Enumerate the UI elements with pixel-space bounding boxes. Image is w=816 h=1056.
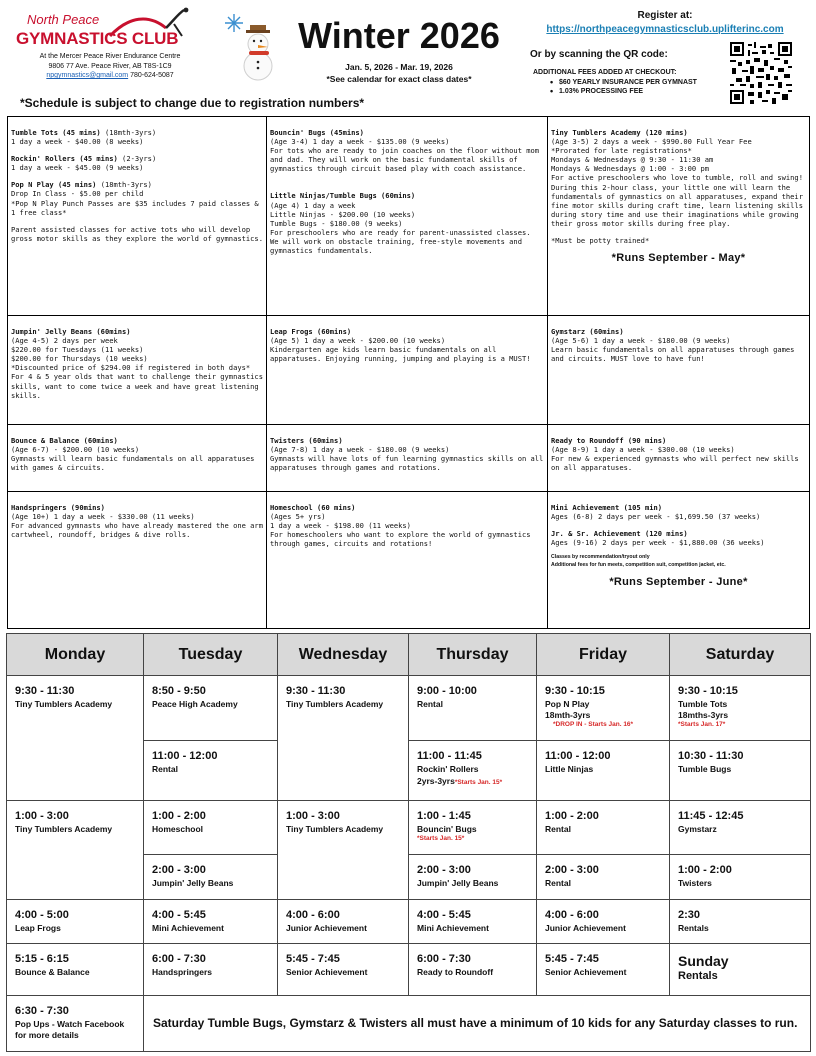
slot-note: *Starts Jan. 15*: [454, 779, 503, 786]
slot-time: 1:00 - 2:00: [678, 864, 732, 876]
class-cell: [8, 492, 267, 628]
slot-time: 1:00 - 3:00: [286, 810, 340, 822]
class-title: Rockin' Rollers (45 mins): [11, 154, 118, 164]
slot-class: Senior Achievement: [545, 967, 627, 977]
class-title: Mini Achievement (105 min): [551, 503, 663, 512]
class-title: Twisters (60mins): [270, 436, 343, 445]
slot-age: 18mths-3yrs: [678, 710, 729, 720]
schedule-header-row: [7, 634, 810, 676]
slot-class: Rental: [545, 824, 571, 834]
slot-time: 1:00 - 2:00: [545, 810, 599, 822]
slot-class: Tumble Tots: [678, 699, 728, 709]
slot-class: Pop N Play: [545, 699, 590, 709]
slot-class: Rockin' Rollers: [417, 764, 479, 774]
logo-text-main: GYMNASTICS CLUB: [16, 29, 179, 48]
class-row: [8, 424, 809, 491]
class-title: Little Ninjas/Tumble Bugs (60mins): [270, 191, 416, 201]
class-cell: [548, 316, 809, 424]
class-detail: $220.00 for Tuesdays (11 weeks): [11, 345, 144, 355]
slot-age: 18mth-3yrs: [545, 710, 591, 720]
schedule-slot: [7, 944, 144, 996]
schedule-slot: [537, 900, 670, 944]
address-line: 9806 77 Ave. Peace River, AB T8S-1C9: [48, 62, 172, 70]
class-title: Bouncin' Bugs (45mins): [270, 128, 364, 137]
class-detail: (Age 8-9) 1 day a week - $300.00 (10 weeks): [551, 445, 735, 455]
schedule-slot: [670, 801, 810, 855]
slot-time: 1:00 - 1:45: [417, 810, 471, 822]
slot-time: 8:50 - 9:50: [152, 685, 206, 697]
class-detail: 1 day a week - $40.00 (8 weeks): [11, 137, 144, 147]
class-detail: (Age 5) 1 day a week - $200.00 (10 weeks): [270, 336, 446, 346]
class-description: Learn basic fundamentals on all apparatuses through games and circuits. MUST love to have fun!: [551, 345, 795, 364]
schedule-slot: [537, 741, 670, 801]
class-detail: $200.00 for Thursdays (10 weeks): [11, 354, 148, 364]
schedule-slot: [409, 900, 537, 944]
class-detail: Ages (9-16) 2 days per week - $1,880.00 (36 weeks): [551, 538, 765, 548]
slot-class: Tiny Tumblers Academy: [286, 824, 384, 834]
flyer-header: [0, 0, 816, 115]
slot-time: 9:30 - 11:30: [15, 685, 75, 697]
slot-time: 9:30 - 10:15: [545, 685, 605, 697]
class-row: [8, 117, 809, 315]
class-title: Tiny Tumblers Academy (120 mins): [551, 128, 688, 137]
class-detail: Mondays & Wednesdays @ 1:00 - 3:00 pm: [551, 164, 710, 174]
class-title: Ready to Roundoff (90 mins): [551, 436, 667, 445]
class-description: For active preschoolers who love to tumble, roll and swing! During this 2-hour class, your little one will learn the fundamentals of gymnastics on all apparatuses, expand their fine motor skills during craft time, learn listening skills during story time and use their imaginations while growing their gross motor skills during free play.: [551, 173, 803, 228]
class-cell: [8, 425, 267, 491]
class-description: Gymnasts will learn basic fundamentals on all apparatuses with games & circuits.: [11, 454, 255, 473]
class-title: Gymstarz (60mins): [551, 327, 624, 336]
sunday-rentals: Rentals: [678, 970, 718, 982]
slot-class: Peace High Academy: [152, 699, 238, 709]
slot-time: 1:00 - 3:00: [15, 810, 69, 822]
class-detail: (Age 5-6) 1 day a week - $180.00 (9 weeks): [551, 336, 731, 346]
slot-time: 4:00 - 5:45: [152, 909, 206, 921]
register-label: Register at:: [637, 10, 693, 21]
slot-class: Bounce & Balance: [15, 967, 90, 977]
schedule-slot: [409, 944, 537, 996]
class-detail: (Ages 5+ yrs): [270, 512, 326, 522]
slot-time: 1:00 - 2:00: [152, 810, 206, 822]
class-cell: [8, 117, 267, 315]
class-footnote: Additional fees for fun meets, competition suit, competition jacket, etc.: [551, 562, 726, 569]
slot-time: 4:00 - 5:45: [417, 909, 471, 921]
slot-class: Tiny Tumblers Academy: [15, 824, 113, 834]
schedule-slot: [409, 741, 537, 801]
dates-note: *See calendar for exact class dates*: [326, 74, 472, 84]
class-descriptions-grid: [7, 116, 810, 629]
slot-time: 11:45 - 12:45: [678, 810, 744, 822]
day-header-monday: Monday: [7, 634, 144, 676]
fee-item: • $60 YEARLY INSURANCE PER GYMNAST: [533, 78, 721, 87]
slot-class: Senior Achievement: [286, 967, 368, 977]
address-line: At the Mercer Peace River Endurance Centre: [39, 53, 181, 60]
slot-class: Rental: [545, 878, 571, 888]
schedule-slot: [278, 900, 409, 944]
day-header-thursday: Thursday: [409, 634, 537, 676]
schedule-slot: [278, 801, 409, 900]
schedule-slot: [7, 801, 144, 900]
scan-label: Or by scanning the QR code:: [530, 49, 668, 60]
class-description: For new & experienced gymnasts who will perfect new skills on all apparatuses.: [551, 454, 799, 473]
session-dates: Jan. 5, 2026 - Mar. 19, 2026: [345, 62, 453, 72]
slot-time: 5:45 - 7:45: [545, 953, 599, 965]
class-age: (18mth-3yrs): [96, 180, 152, 190]
slot-class: Twisters: [678, 878, 712, 888]
schedule-slot: [7, 996, 144, 1051]
slot-class: Junior Achievement: [286, 923, 367, 933]
slot-class: Tumble Bugs: [678, 764, 732, 774]
class-detail: Drop In Class - $5.00 per child: [11, 189, 144, 199]
schedule-slot: [409, 801, 537, 855]
slot-class: Leap Frogs: [15, 923, 61, 933]
schedule-slot: [537, 944, 670, 996]
flyer-title: Winter 2026: [298, 15, 500, 56]
phone-number: 780-624-5087: [130, 72, 174, 79]
slot-class: Handspringers: [152, 967, 212, 977]
email-link[interactable]: npgymnastics@gmail.com: [46, 72, 129, 79]
day-header-tuesday: Tuesday: [144, 634, 278, 676]
runs-note: *Runs September - June*: [609, 576, 748, 589]
class-detail: (Age 6-7) - $200.00 (10 weeks): [11, 445, 140, 455]
slot-class: Jumpin' Jelly Beans: [417, 878, 499, 888]
class-cell: [267, 117, 548, 315]
class-description: Gymnasts will have lots of fun learning gymnastics skills on all apparatuses through games and rotations.: [270, 454, 544, 473]
class-detail: *Pop N Play Punch Passes are $35 includes 7 paid classes & 1 free class*: [11, 198, 259, 217]
class-age: (18mth-3yrs): [100, 128, 157, 137]
class-cell: [548, 492, 809, 628]
schedule-slot: [144, 900, 278, 944]
class-detail: Mondays & Wednesdays @ 9:30 - 11:30 am: [551, 155, 714, 165]
slot-class: Rentals: [678, 923, 709, 933]
class-detail: (Age 3-4) 1 day a week - $135.00 (9 weeks): [270, 137, 450, 147]
slot-time: 11:00 - 12:00: [152, 750, 218, 762]
schedule-slot: [409, 676, 537, 741]
slot-age-line: [417, 776, 528, 787]
class-title: Pop N Play (45 mins): [11, 180, 97, 190]
schedule-slot: [409, 855, 537, 900]
schedule-slot: [670, 855, 810, 900]
slot-time: 9:00 - 10:00: [417, 685, 477, 697]
class-description: For advanced gymnasts who have already mastered the one arm cartwheel, roundoff, bridges & dive rolls.: [11, 521, 263, 540]
class-title: Tumble Tots (45 mins): [11, 128, 101, 137]
class-cell: [267, 425, 548, 491]
schedule-slot-sunday: [670, 944, 810, 996]
weekly-schedule-table: [6, 633, 811, 1052]
class-title: Bounce & Balance (60mins): [11, 436, 118, 445]
slot-class: Gymstarz: [678, 824, 717, 834]
class-description: We will work on obstacle training, free-style movements and gymnastics fundamentals.: [270, 236, 522, 256]
class-age: (2-3yrs): [117, 154, 157, 164]
day-header-wednesday: Wednesday: [278, 634, 409, 676]
class-cell: [548, 425, 809, 491]
slot-class: Mini Achievement: [417, 923, 489, 933]
club-address: [10, 52, 210, 81]
slot-class: Rental: [417, 699, 443, 709]
schedule-slot: [278, 944, 409, 996]
class-title: Homeschool (60 mins): [270, 503, 356, 512]
class-detail: (Age 7-8) 1 day a week - $180.00 (9 weeks): [270, 445, 450, 455]
schedule-slot: [144, 944, 278, 996]
slot-note: *DROP IN - Starts Jan. 16*: [553, 721, 634, 728]
schedule-slot: [670, 676, 810, 741]
slot-time: 10:30 - 11:30: [678, 750, 744, 762]
class-detail: 1 day a week - $198.00 (11 weeks): [270, 521, 411, 531]
slot-note: *Starts Jan. 15*: [417, 835, 465, 842]
class-detail: 1 day a week - $45.00 (9 weeks): [11, 163, 144, 173]
logo-text-top: North Peace: [27, 12, 100, 27]
snowman-icon: [222, 10, 284, 84]
class-title: Jr. & Sr. Achievement (120 mins): [551, 529, 688, 539]
fee-item: • 1.03% PROCESSING FEE: [533, 87, 721, 96]
class-detail: *Prorated for late registrations*: [551, 146, 692, 156]
slot-time: 11:00 - 11:45: [417, 750, 482, 762]
slot-time: 2:00 - 3:00: [417, 864, 471, 876]
class-description: Parent assisted classes for active tots who will develop gross motor skills as they explore the world of gymnastics.: [11, 224, 263, 243]
slot-class: Pop Ups - Watch Facebook for more details: [15, 1019, 125, 1040]
class-title: Jumpin' Jelly Beans (60mins): [11, 327, 131, 336]
slot-time: 2:30: [678, 909, 701, 921]
schedule-slot: [278, 676, 409, 801]
day-header-saturday: Saturday: [705, 646, 775, 663]
class-row: [8, 315, 809, 424]
slot-class: Junior Achievement: [545, 923, 626, 933]
slot-time: 4:00 - 5:00: [15, 909, 69, 921]
slot-class: Ready to Roundoff: [417, 967, 494, 977]
schedule-slot: [670, 900, 810, 944]
class-cell: [267, 492, 548, 628]
slot-class: Homeschool: [152, 824, 204, 834]
slot-time: 11:00 - 12:00: [545, 750, 611, 762]
qr-code-icon[interactable]: [730, 42, 792, 104]
slot-time: 2:00 - 3:00: [545, 864, 599, 876]
slot-time: 4:00 - 6:00: [286, 909, 340, 921]
fees-title: ADDITIONAL FEES ADDED AT CHECKOUT:: [533, 69, 677, 76]
schedule-slot: [144, 801, 278, 855]
class-detail: Little Ninjas - $200.00 (10 weeks): [270, 209, 416, 219]
schedule-slot: [537, 801, 670, 855]
slot-class: Rental: [152, 764, 178, 774]
slot-time: 2:00 - 3:00: [152, 864, 206, 876]
schedule-slot: [144, 741, 278, 801]
class-description: Kindergarten age kids learn basic fundamentals on all apparatuses. Enjoying running, jumping and playing is a MUST!: [270, 345, 531, 364]
fees-block: [533, 68, 721, 96]
slot-class: Tiny Tumblers Academy: [15, 699, 113, 709]
class-cell: [548, 117, 809, 315]
schedule-slot: [670, 741, 810, 801]
schedule-slot: [537, 676, 670, 741]
slot-time: 9:30 - 10:15: [678, 685, 738, 697]
slot-time: 9:30 - 11:30: [286, 685, 346, 697]
class-detail: Tumble Bugs - $180.00 (9 weeks): [270, 218, 403, 228]
slot-time: 4:00 - 6:00: [545, 909, 599, 921]
slot-class: Little Ninjas: [545, 764, 594, 774]
register-link[interactable]: https://northpeacegymnasticsclub.uplifterinc.com: [546, 24, 784, 35]
class-detail: (Age 4-5) 2 days per week: [11, 336, 118, 346]
register-block: [520, 10, 810, 35]
class-title: Leap Frogs (60mins): [270, 327, 352, 336]
class-cell: [8, 316, 267, 424]
slot-age: 2yrs-3yrs: [417, 776, 455, 786]
class-description: For tots who are ready to join coaches on the floor without mom and dad. They will work on the basic fundamental skills of gymnastics through circuit based play with coach assistance.: [270, 146, 540, 174]
schedule-slot: [7, 900, 144, 944]
class-description: For homeschoolers who want to explore the world of gymnastics through games, circuits and rotations!: [270, 530, 531, 549]
slot-class: Jumpin' Jelly Beans: [152, 878, 234, 888]
class-detail: *Discounted price of $294.00 if registered in both days*: [11, 363, 251, 373]
slot-time: 5:45 - 7:45: [286, 953, 340, 965]
slot-time: 6:30 - 7:30: [15, 1005, 69, 1017]
title-block: [288, 16, 510, 84]
schedule-slot: [7, 676, 144, 801]
sunday-title: Sunday: [678, 953, 729, 969]
class-detail: (Age 10+) 1 day a week - $330.00 (11 weeks): [11, 512, 195, 522]
slot-time: 6:00 - 7:30: [152, 953, 206, 965]
schedule-change-note: *Schedule is subject to change due to registration numbers*: [20, 96, 365, 110]
class-detail: *Must be potty trained*: [551, 236, 650, 246]
schedule-slot: [144, 855, 278, 900]
class-detail: (Age 3-5) 2 days a week - $990.00 Full Year Fee: [551, 137, 752, 147]
class-description: For preschoolers who are ready for parent-unassisted classes.: [270, 227, 531, 237]
class-detail: (Age 4) 1 day a week: [270, 200, 356, 210]
schedule-slot: [537, 855, 670, 900]
class-cell: [267, 316, 548, 424]
slot-class: Tiny Tumblers Academy: [286, 699, 384, 709]
class-title: Handspringers (90mins): [11, 503, 105, 512]
day-header-friday: Friday: [537, 634, 670, 676]
class-row: [8, 491, 809, 628]
class-description: For 4 & 5 year olds that want to challenge their gymnastics skills, want to come twice a week and have great listening skills.: [11, 372, 263, 400]
class-footnote: Classes by recommendation/tryout only: [551, 554, 650, 561]
saturday-minimum-note: Saturday Tumble Bugs, Gymstarz & Twisters all must have a minimum of 10 kids for any Saturday classes to run.: [153, 1016, 798, 1030]
slot-note: *Starts Jan. 17*: [678, 721, 726, 728]
slot-class: Mini Achievement: [152, 923, 224, 933]
runs-note: *Runs September - May*: [611, 252, 746, 265]
slot-time: 5:15 - 6:15: [15, 953, 69, 965]
slot-time: 6:00 - 7:30: [417, 953, 471, 965]
schedule-slot: [144, 676, 278, 741]
slot-class: Bouncin' Bugs: [417, 824, 477, 834]
class-detail: Ages (6-8) 2 days per week - $1,699.50 (37 weeks): [551, 512, 761, 522]
